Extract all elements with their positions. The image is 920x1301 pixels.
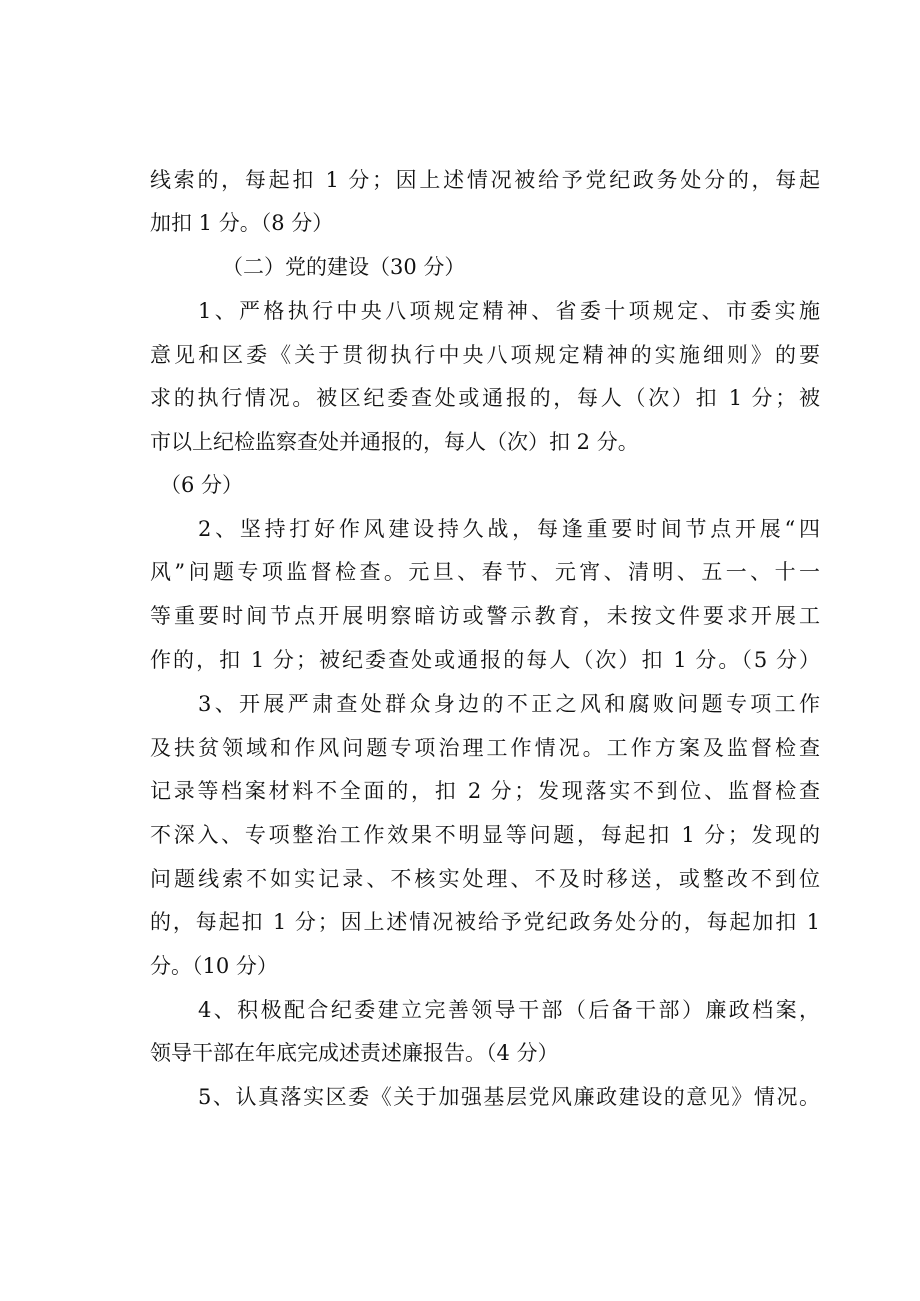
text-line: 等重要时间节点开展明察暗访或警示教育，未按文件要求开展工 (150, 604, 820, 628)
text-line: 4、积极配合纪委建立完善领导干部（后备干部）廉政档案， (198, 998, 820, 1022)
text-line: 及扶贫领域和作风问题专项治理工作情况。工作方案及监督检查 (150, 736, 820, 760)
text-line: 不深入、专项整治工作效果不明显等问题，每起扣 1 分；发现的 (150, 823, 820, 847)
text-line: 意见和区委《关于贯彻执行中央八项规定精神的实施细则》的要 (150, 343, 820, 367)
text-line: 线索的，每起扣 1 分；因上述情况被给予党纪政务处分的，每起 (150, 168, 820, 192)
section-heading: （二）党的建设（30 分） (222, 255, 466, 279)
text-line: 记录等档案材料不全面的，扣 2 分；发现落实不到位、监督检查 (150, 779, 820, 803)
text-line: 1、严格执行中央八项规定精神、省委十项规定、市委实施 (198, 299, 820, 323)
text-line: 加扣 1 分。（8 分） (150, 211, 334, 235)
text-line: 风”问题专项监督检查。元旦、春节、元宵、清明、五一、十一 (150, 560, 820, 584)
text-line: 领导干部在年底完成述责述廉报告。（4 分） (150, 1041, 559, 1065)
text-line: （6 分） (160, 473, 244, 497)
text-line: 3、开展严肃查处群众身边的不正之风和腐败问题专项工作 (198, 692, 820, 716)
text-line: 问题线索不如实记录、不核实处理、不及时移送，或整改不到位 (150, 867, 820, 891)
text-line: 求的执行情况。被区纪委查处或通报的，每人（次）扣 1 分；被 (150, 386, 820, 410)
text-line: 的，每起扣 1 分；因上述情况被给予党纪政务处分的，每起加扣 1 (150, 910, 820, 934)
text-line: 作的，扣 1 分；被纪委查处或通报的每人（次）扣 1 分。（5 分） (150, 648, 820, 672)
text-line: 2、坚持打好作风建设持久战，每逢重要时间节点开展“四 (198, 517, 820, 541)
text-line: 5、认真落实区委《关于加强基层党风廉政建设的意见》情况。 (198, 1085, 820, 1109)
text-line: 市以上纪检监察查处并通报的，每人（次）扣 2 分。 (150, 430, 639, 454)
text-line: 分。（10 分） (150, 954, 278, 978)
